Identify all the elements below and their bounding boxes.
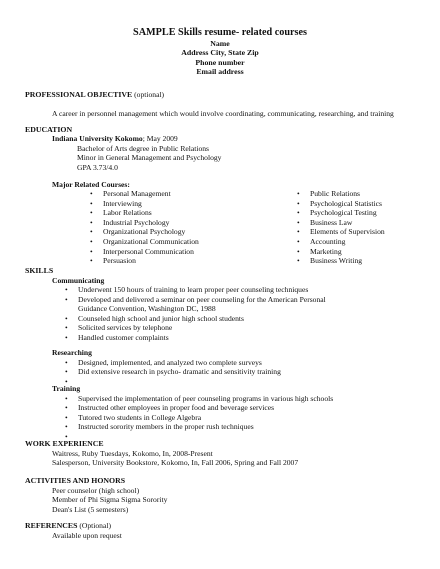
education-heading: EDUCATION (25, 125, 73, 134)
skills-heading: SKILLS (25, 266, 54, 275)
references-note: (Optional) (77, 521, 111, 530)
list-item: • Handled customer complaints (65, 333, 244, 343)
list-item (65, 377, 281, 387)
education-school-line (52, 134, 178, 144)
list-item: • Marketing (297, 247, 385, 257)
references-heading-line (25, 521, 111, 531)
list-item: • Elements of Supervision (297, 227, 385, 237)
list-item: • Organizational Communication (90, 237, 199, 247)
work-item: Waitress, Ruby Tuesdays, Kokomo, In, 2008-Present (52, 448, 213, 458)
education-minor: Minor in General Management and Psychology (77, 153, 222, 162)
courses-heading: Major Related Courses: (52, 180, 130, 189)
list-item: • Labor Relations (90, 208, 199, 218)
contact-address: Address City, State Zip (181, 48, 259, 58)
education-gpa: GPA 3.73/4.0 (77, 162, 118, 172)
list-item: • Persuasion (90, 256, 199, 266)
objective-heading: PROFESSIONAL OBJECTIVE (25, 90, 133, 99)
list-item: • Supervised the implementation of peer counseling programs in various high schools (65, 394, 333, 404)
objective-heading-line (25, 90, 164, 100)
list-item: • Organizational Psychology (90, 227, 199, 237)
list-item: • Public Relations (297, 189, 385, 199)
list-item: • Instructed other employees in proper food and beverage services (65, 403, 333, 413)
list-item: • Underwent 150 hours of training to learn proper peer counseling techniques (65, 285, 326, 295)
list-item: • Instructed sorority members in the proper rush techniques (65, 422, 333, 432)
list-item: • Did extensive research in psycho- dramatic and sensitivity training (65, 367, 281, 377)
contact-name: Name (210, 39, 230, 48)
resume-header (0, 27, 440, 77)
activity-item: Dean's List (5 semesters) (52, 504, 129, 514)
education-date: ; May 2009 (142, 134, 178, 143)
list-item: • Psychological Statistics (297, 199, 385, 209)
communicating-heading: Communicating (52, 275, 105, 285)
researching-list (65, 358, 281, 387)
work-item: Salesperson, University Bookstore, Kokomo, In, Fall 2006, Spring and Fall 2007 (52, 458, 299, 467)
courses-left-list (90, 189, 199, 266)
education-degree: Bachelor of Arts degree in Public Relations (77, 143, 210, 153)
list-item: • Counseled high school and junior high school students (65, 314, 244, 324)
activities-heading: ACTIVITIES AND HONORS (25, 476, 126, 485)
contact-email: Email address (196, 67, 244, 77)
document-title: SAMPLE Skills resume- related courses (133, 27, 307, 38)
courses-right-list (297, 189, 385, 266)
list-item: • Personal Management (90, 189, 199, 199)
communicating-continuation: Guidance Convention, Washington DC, 1988 (78, 304, 216, 314)
training-heading: Training (52, 384, 81, 393)
list-item: • Developed and delivered a seminar on peer counseling for the American Personal (65, 295, 326, 305)
list-item: • Tutored two students in College Algebra (65, 413, 333, 423)
list-item: • Psychological Testing (297, 208, 385, 218)
list-item: • Designed, implemented, and analyzed two complete surveys (65, 358, 281, 368)
contact-phone: Phone number (195, 57, 245, 67)
work-heading: WORK EXPERIENCE (25, 439, 104, 448)
list-item: • Accounting (297, 237, 385, 247)
list-item: • Industrial Psychology (90, 218, 199, 228)
list-item: • Business Law (297, 218, 385, 228)
education-school: Indiana University Kokomo (52, 134, 143, 143)
training-list (65, 394, 333, 442)
list-item: • Interviewing (90, 199, 199, 209)
researching-heading: Researching (52, 348, 92, 357)
communicating-list-2 (65, 314, 244, 343)
list-item: • Solicited services by telephone (65, 323, 244, 333)
list-item (65, 432, 333, 442)
objective-note: (optional) (134, 90, 165, 99)
communicating-list (65, 285, 326, 304)
list-item: • Interpersonal Communication (90, 247, 199, 257)
references-heading: REFERENCES (25, 521, 78, 530)
references-text: Available upon request (52, 530, 122, 540)
activity-item: Peer counselor (high school) (52, 485, 140, 495)
list-item: • Business Writing (297, 256, 385, 266)
objective-text: A career in personnel management which would involve coordinating, communicating, researching, and training (52, 109, 394, 118)
activity-item: Member of Phi Sigma Sigma Sorority (52, 495, 168, 504)
